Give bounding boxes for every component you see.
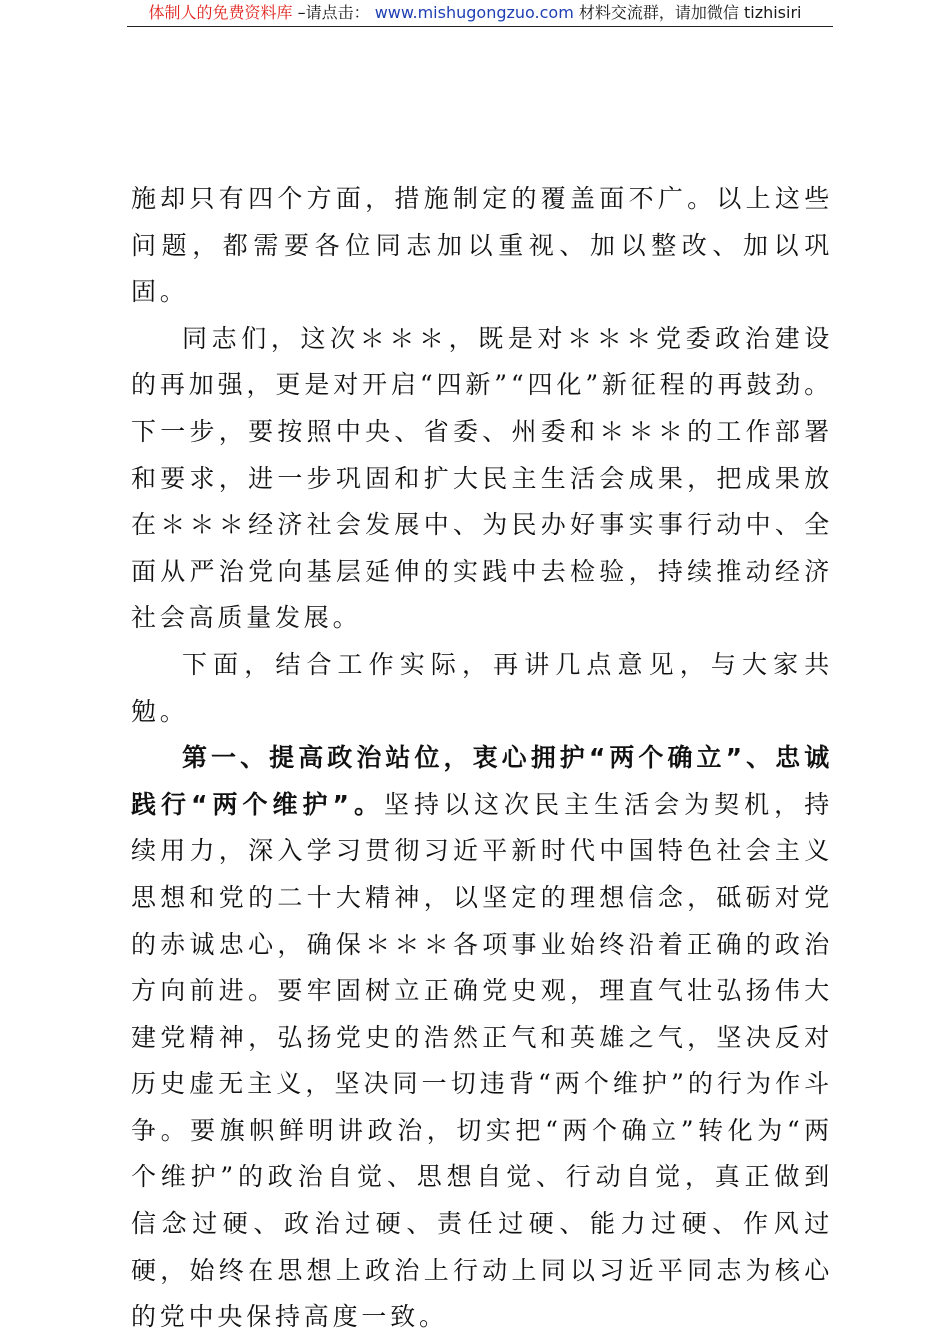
header-brand: 体制人的免费资料库: [148, 3, 293, 22]
header-url-link[interactable]: www.mishugongzuo.com: [374, 3, 574, 22]
header-suffix: 材料交流群，请加微信 tizhisiri: [578, 3, 802, 22]
paragraph-point-one: [131, 735, 833, 1341]
point-one-heading: 第一、提高政治站位，衷心拥护“两个确立”、忠诚践行“两个维护”。: [131, 743, 833, 819]
watermark-header: [0, 0, 950, 26]
document-body: [131, 176, 833, 1341]
header-divider: [127, 26, 833, 27]
paragraph-continuation: 施却只有四个方面，措施制定的覆盖面不广。以上这些问题，都需要各位同志加以重视、加以整改、加以巩固。: [131, 184, 833, 307]
point-one-text: 坚持以这次民主生活会为契机，持续用力，深入学习贯彻习近平新时代中国特色社会主义思想和党的二十大精神，以坚定的理想信念，砥砺对党的赤诚忠心，确保＊＊＊各项事业始终沿着正确的政治方向前进。要牢固树立正确党史观，理直气壮弘扬伟大建党精神，弘扬党史的浩然正气和英雄之气，坚决反对历史虚无主义，坚决同一切违背“两个维护”的行为作斗争。要旗帜鲜明讲政治，切实把“两个确立”转化为“两个维护”的政治自觉、思想自觉、行动自觉，真正做到信念过硬、政治过硬、责任过硬、能力过硬、作风过硬，始终在思想上政治上行动上同以习近平同志为核心的党中央保持高度一致。: [131, 789, 833, 1332]
paragraph-transition: 下面，结合工作实际，再讲几点意见，与大家共勉。: [131, 649, 833, 726]
header-prompt: –请点击：: [297, 3, 370, 22]
paragraph-comrades: 同志们，这次＊＊＊，既是对＊＊＊党委政治建设的再加强，更是对开启“四新”“四化”新征程的再鼓劲。下一步，要按照中央、省委、州委和＊＊＊的工作部署和要求，进一步巩固和扩大民主生活会成果，把成果放在＊＊＊经济社会发展中、为民办好事实事行动中、全面从严治党向基层延伸的实践中去检验，持续推动经济社会高质量发展。: [131, 323, 833, 633]
